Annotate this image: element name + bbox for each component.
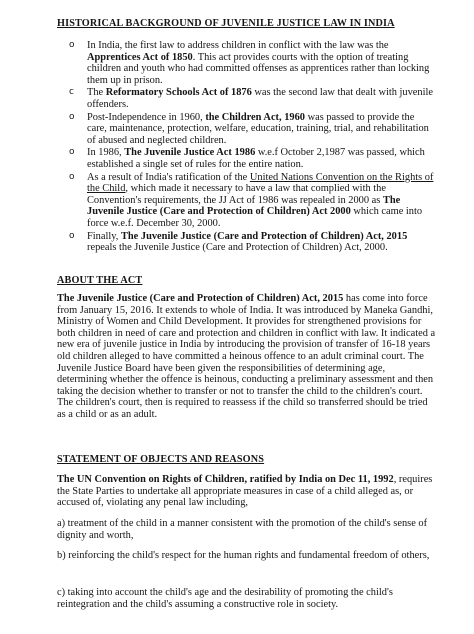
bullet-marker: o: [69, 111, 75, 122]
history-item-children-act-1960: o Post-Independence in 1960, the Children Act, 1960 was passed to provide the care, maintenance, protection, welfare, education, training, trial, and rehabilitation of abused and neglected children.: [69, 111, 429, 146]
history-item-jj-act-2000: o As a result of India's ratification of the United Nations Convention on the Rights of the Child, which made it necessary to have a law that complied with the Convention's requirements, the JJ Act of 1986 was repealed in 2000 as The Juvenile Justice (Care and Protection of Children) Act 2000 which came into force w.e.f. December 30, 2000.: [69, 171, 434, 229]
bullet-marker: o: [69, 40, 75, 50]
objects-intro: The UN Convention on Rights of Children, ratified by India on Dec 11, 1992, requires the State Parties to undertake all appropriate measures in case of a child alleged as, or accused of, violating any penal law including,: [57, 474, 433, 509]
bullet-marker: o: [69, 147, 75, 158]
bullet-marker: c: [69, 87, 74, 98]
uncrc-reference: United Nations Convention on the Rights of the Child: [87, 171, 434, 195]
objects-heading: STATEMENT OF OBJECTS AND REASONS: [57, 454, 265, 465]
history-item-jj-act-2015: o Finally, The Juvenile Justice (Care and Protection of Children) Act, 2015 repeals the Juvenile Justice (Care and Protection of Children) Act, 2000.: [69, 230, 408, 254]
bullet-marker: o: [69, 230, 75, 241]
objects-point-a: a) treatment of the child in a manner consistent with the promotion of the child's sense of dignity and worth,: [57, 518, 428, 541]
history-list: [64, 40, 436, 255]
objects-point-c: c) taking into account the child's age and the desirability of promoting the child's reintegration and the child's assuming a constructive role in society.: [57, 587, 393, 610]
history-heading: HISTORICAL BACKGROUND OF JUVENILE JUSTICE LAW IN INDIA: [57, 18, 395, 29]
about-paragraph: The Juvenile Justice (Care and Protection of Children) Act, 2015 has come into force from January 15, 2016. It extends to whole of India. It was introduced by Maneka Gandhi, Ministry of Women and Child Development. It provides for strengthened provisions for both children in need of care and protection and children in conflict with law. It indicated a new era of juvenile justice in India by introducing the provision of transfer of 16-18 years old children alleged to have committed a heinous offence to an adult criminal court. The Juvenile Justice Board have been given the responsibilities of determining age, determining whether the offence is heinous, conducting a preliminary assessment and then taking the decision whether to transfer or not to transfer the child to the children's court. The children's court, then is required to reassess if the child so transferred should be tried as a child or as an adult.: [57, 293, 436, 420]
about-heading: ABOUT THE ACT: [57, 275, 143, 286]
history-item-apprentices-act: o In India, the first law to address children in conflict with the law was the Apprentices Act of 1850. This act provides courts with the option of treating children and youth who had committed offenses as apprentices rather than locking them up in prison.: [69, 40, 430, 86]
bullet-marker: o: [69, 171, 75, 182]
history-item-jj-act-1986: o In 1986, The Juvenile Justice Act 1986 w.e.f October 2,1987 was passed, which established a single set of rules for the entire nation.: [69, 147, 425, 170]
objects-point-b: b) reinforcing the child's respect for the human rights and fundamental freedom of others,: [57, 550, 430, 561]
history-item-reformatory-act: c The Reformatory Schools Act of 1876 was the second law that dealt with juvenile offenders.: [69, 87, 434, 110]
